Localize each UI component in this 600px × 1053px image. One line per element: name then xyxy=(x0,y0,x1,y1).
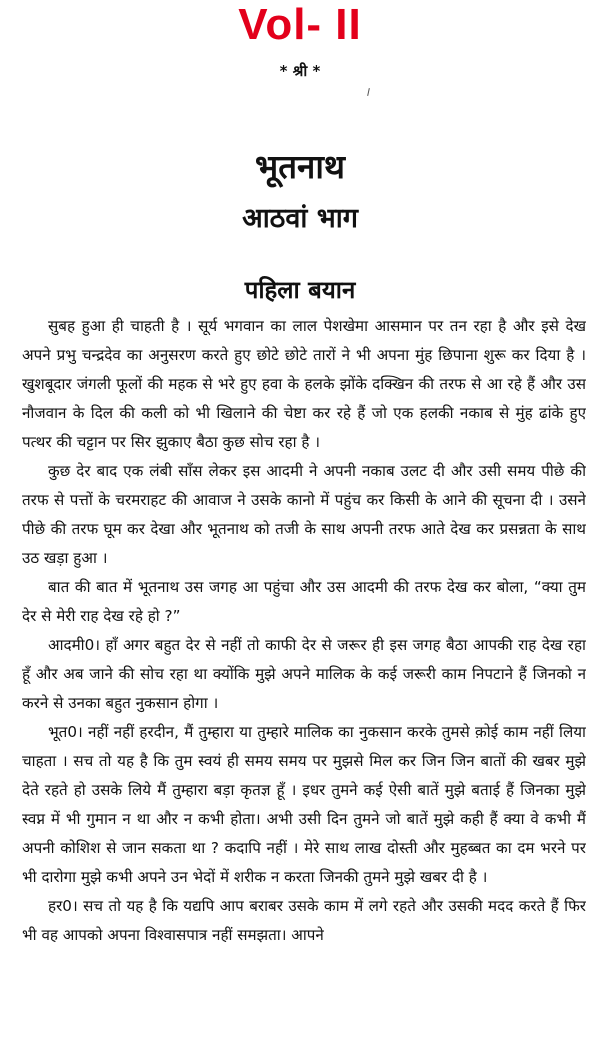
paragraph: हर0। सच तो यह है कि यद्यपि आप बराबर उसके काम में लगे रहते और उसकी मदद करते हैं फिर भी वह आपको अपना विश्वासपात्र नहीं समझता। आपने xyxy=(22,897,586,944)
paragraph: आदमी0। हाँ अगर बहुत देर से नहीं तो काफी देर से जरूर ही इस जगह बैठा आपकी राह देख रहा हूँ और अब जाने की सोच रहा था क्योंकि मुझे अपने मालिक के कई जरूरी काम निपटाने हैं जिनको न करने से उनका बहुत नुकसान होगा । xyxy=(22,636,586,712)
body-text xyxy=(22,312,586,1050)
paragraph: सुबह हुआ ही चाहती है । सूर्य भगवान का लाल पेशखेमा आसमान पर तन रहा है और इसे देख अपने प्रभु चन्द्रदेव का अनुसरण करते हुए छोटे छोटे तारों ने भी अपना मुंह छिपाना शुरू कर दिया है । खुशबूदार जंगली फूलों की महक से भरे हुए हवा के हलके झोंके दक्खिन की तरफ से आ रहे हैं और उस नौजवान के दिल की कली को भी खिलाने की चेष्टा कर रहे हैं जो एक हलकी नकाब से मुंह ढांके हुए पत्थर की चट्टान पर सिर झुकाए बैठा कुछ सोच रहा है । xyxy=(22,317,586,451)
chapter-heading: पहिला बयान xyxy=(244,276,356,304)
paragraph: बात की बात में भूतनाथ उस जगह आ पहुंचा और उस आदमी की तरफ देख कर बोला, “क्या तुम देर से मेरी राह देख रहे हो ?” xyxy=(22,578,586,625)
volume-label: Vol- II xyxy=(238,0,362,49)
book-title: भूतनाथ xyxy=(255,147,345,186)
book-part: आठवां भाग xyxy=(242,203,358,234)
stray-mark xyxy=(367,88,370,96)
paragraph: भूत0। नहीं नहीं हरदीन, मैं तुम्हारा या तुम्हारे मालिक का नुकसान करके तुमसे क़ोई काम नहीं लिया चाहता । सच तो यह है कि तुम स्वयं ही समय समय पर मुझसे मिल कर जिन जिन बातों की खबर मुझे देते रहते हो उसके लिये मैं तुम्हारा बड़ा कृतज्ञ हूँ । इधर तुमने कई ऐसी बातें मुझे बताई हैं जिनका मुझे स्वप्न में भी गुमान न था और न कभी होता। अभी उसी दिन तुमने जो बातें मुझे कही हैं क्या वे कभी मैं अपनी कोशिश से जान सकता था ? कदापि नहीं । मेरे साथ लाख दोस्ती और मुहब्बत का दम भरने पर भी दारोगा मुझे कभी अपने उन भेदों में शरीक न करता जिनकी तुमने मुझे खबर दी है । xyxy=(22,723,586,886)
invocation-text: * श्री * xyxy=(279,62,321,80)
paragraph: कुछ देर बाद एक लंबी साँस लेकर इस आदमी ने अपनी नकाब उलट दी और उसी समय पीछे की तरफ से पत्तों के चरमराहट की आवाज ने उसके कानो में पहुंच कर किसी के आने की सूचना दी । उसने पीछे की तरफ घूम कर देखा और भूतनाथ को तजी के साथ अपनी तरफ आते देख कर प्रसन्नता के साथ उठ खड़ा हुआ । xyxy=(22,462,586,567)
